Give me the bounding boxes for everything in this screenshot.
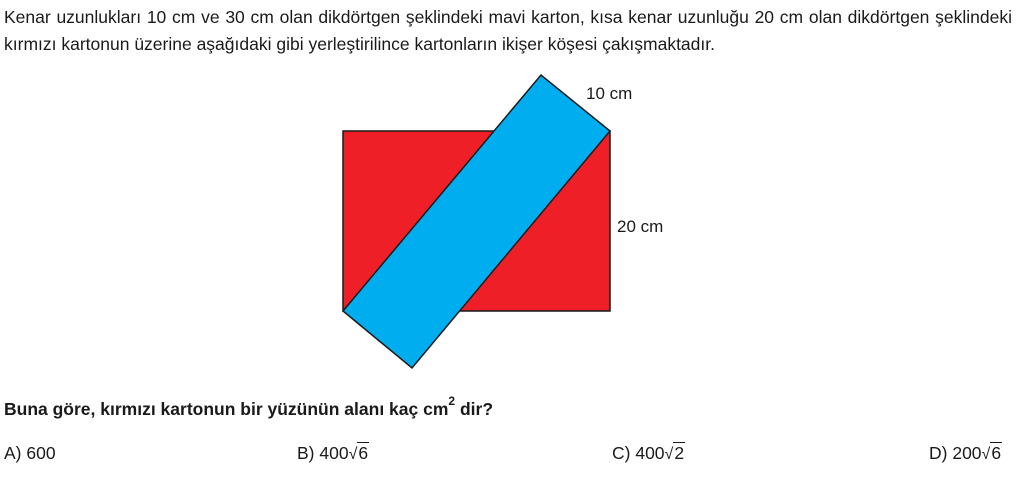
option-d-radical: [982, 443, 1003, 464]
option-b-letter: B): [297, 443, 315, 463]
option-c-radicand: 2: [674, 443, 685, 463]
radical-sign-icon: √: [348, 446, 358, 463]
option-d-value: 200: [952, 443, 982, 463]
question-main: Buna göre, kırmızı kartonun bir yüzünün alanı kaç cm: [4, 398, 449, 419]
problem-statement: Kenar uzunlukları 10 cm ve 30 cm olan dikdörtgen şeklindeki mavi karton, kısa kenar uzunluğu 20 cm olan dikdörtgen şeklindeki kırmızı kartonun üzerine aşağıdaki gibi yerleştirilince kartonların ikişer köşesi çakışmaktadır.: [4, 7, 1012, 54]
question-text: [4, 394, 494, 420]
option-d[interactable]: [929, 443, 1002, 464]
radical-sign-icon: √: [664, 446, 674, 463]
option-c-radical: [665, 443, 686, 464]
option-c-letter: C): [612, 443, 631, 463]
option-d-radicand: 6: [991, 443, 1002, 463]
option-d-letter: D): [929, 443, 948, 463]
question-superscript: 2: [448, 394, 456, 408]
blue-short-side-label: 10 cm: [586, 84, 633, 103]
red-short-side-label: 20 cm: [617, 217, 664, 236]
option-a-letter: A): [4, 443, 22, 463]
question-end: dir?: [455, 398, 494, 419]
option-c[interactable]: [612, 443, 685, 464]
radical-sign-icon: √: [981, 446, 991, 463]
option-b-radicand: 6: [358, 443, 369, 463]
option-b-value: 400: [319, 443, 349, 463]
option-a[interactable]: [4, 443, 56, 464]
option-a-value: 600: [26, 443, 56, 463]
option-b[interactable]: [297, 443, 369, 464]
option-c-value: 400: [635, 443, 665, 463]
option-b-radical: [349, 443, 370, 464]
